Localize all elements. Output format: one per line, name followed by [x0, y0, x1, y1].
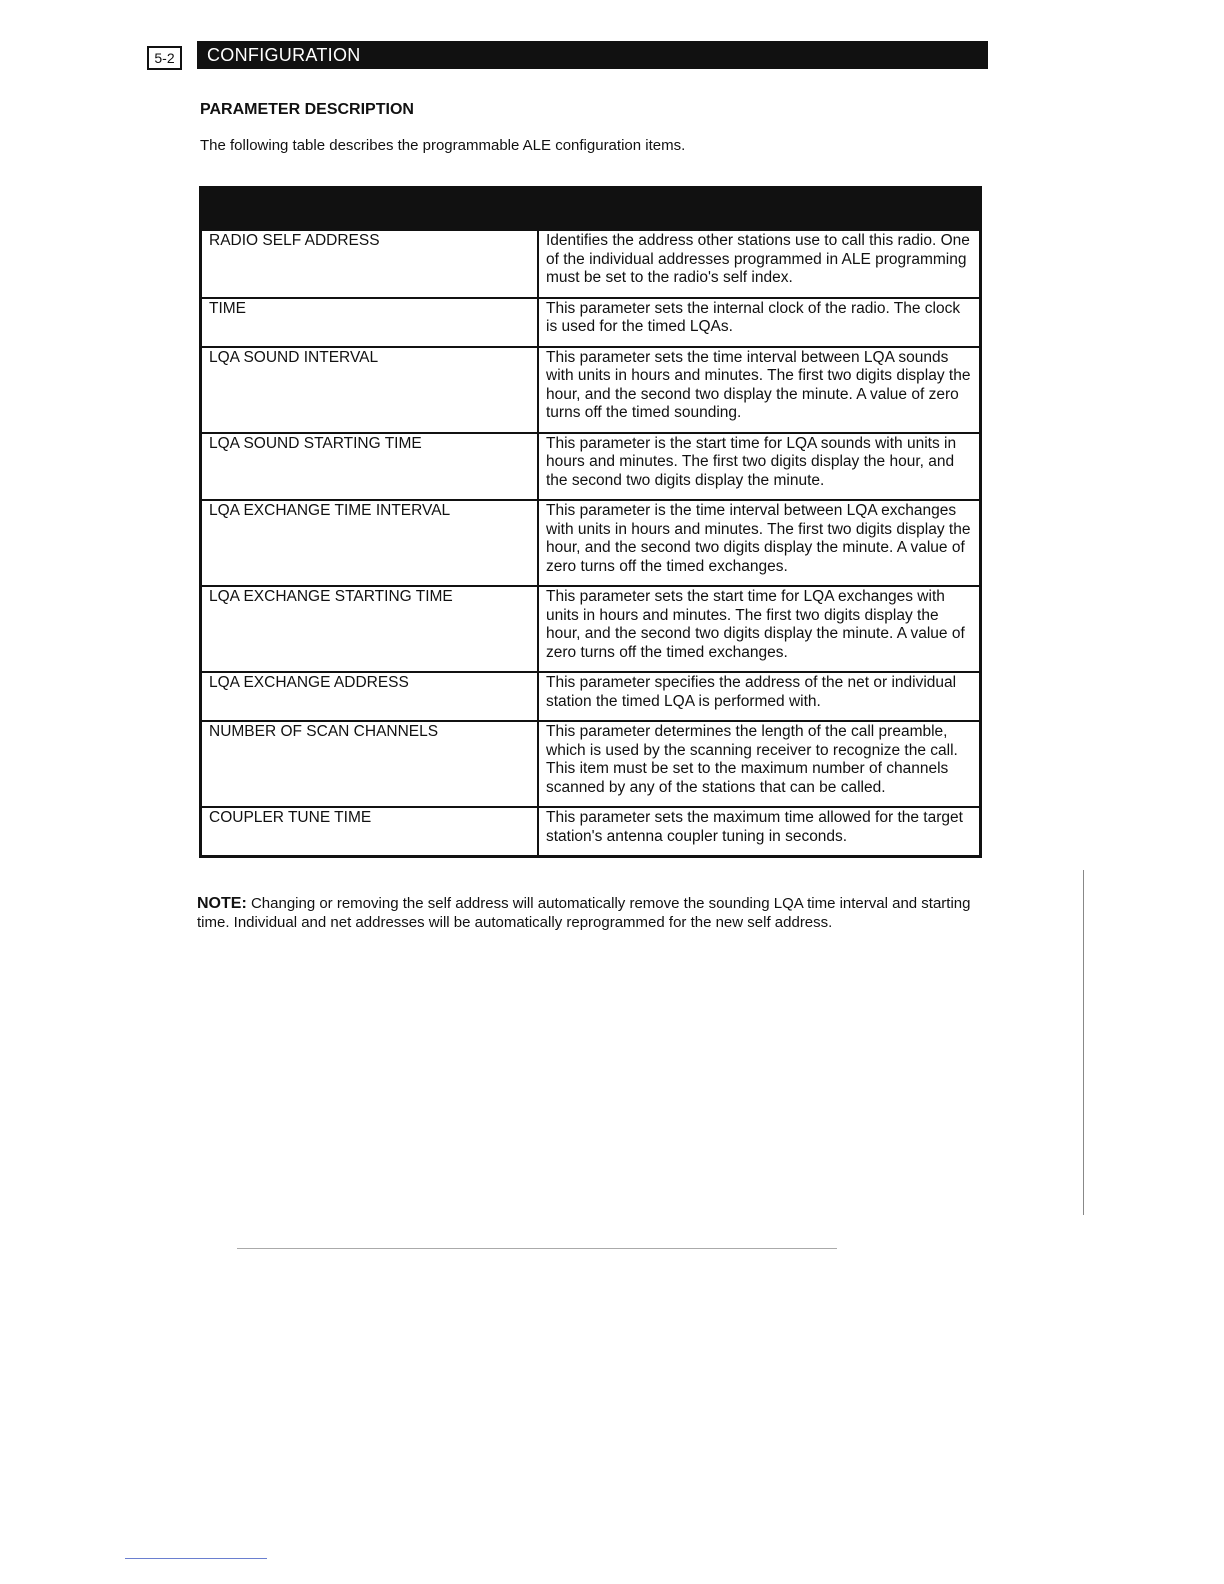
table-row [201, 500, 981, 586]
table-row [201, 230, 981, 298]
scan-edge-line [1083, 870, 1084, 1215]
section-title: CONFIGURATION [207, 45, 361, 65]
note-paragraph [197, 894, 987, 932]
table-row [201, 433, 981, 501]
parameter-description: This parameter sets the time interval between LQA sounds with units in hours and minutes. The first two digits display the hour, and the second two display the minute. A value of zero turns off the timed sounding. [538, 347, 981, 433]
parameter-table [199, 228, 982, 858]
parameter-description: This parameter sets the maximum time allowed for the target station's antenna coupler tuning in seconds. [538, 807, 981, 857]
parameter-name: COUPLER TUNE TIME [201, 807, 539, 857]
parameter-name: TIME [201, 298, 539, 347]
table-row [201, 672, 981, 721]
parameter-description: This parameter sets the start time for LQA exchanges with units in hours and minutes. The first two digits display the hour, and the second two digits display the minute. A value of zero turns off the timed exchanges. [538, 586, 981, 672]
table-row [201, 298, 981, 347]
parameter-name: NUMBER OF SCAN CHANNELS [201, 721, 539, 807]
parameter-name: LQA EXCHANGE ADDRESS [201, 672, 539, 721]
parameter-name: LQA EXCHANGE STARTING TIME [201, 586, 539, 672]
parameter-description: Identifies the address other stations use to call this radio. One of the individual addresses programmed in ALE programming must be set to the radio's self index. [538, 230, 981, 298]
parameter-name: LQA EXCHANGE TIME INTERVAL [201, 500, 539, 586]
parameter-name: RADIO SELF ADDRESS [201, 230, 539, 298]
scan-bottom-line [237, 1248, 837, 1249]
intro-paragraph: The following table describes the programmable ALE configuration items. [200, 137, 686, 154]
page-number-badge: 5-2 [147, 46, 182, 70]
table-row [201, 586, 981, 672]
table-header-bar [199, 186, 982, 228]
table-row [201, 347, 981, 433]
parameter-description: This parameter is the time interval between LQA exchanges with units in hours and minutes. The first two digits display the hour, and the second two digits display the minute. A value of zero turns off the timed exchanges. [538, 500, 981, 586]
parameter-description: This parameter sets the internal clock of the radio. The clock is used for the timed LQAs. [538, 298, 981, 347]
parameter-name: LQA SOUND STARTING TIME [201, 433, 539, 501]
section-header-bar [197, 41, 988, 69]
parameter-description: This parameter specifies the address of the net or individual station the timed LQA is performed with. [538, 672, 981, 721]
scan-bottom-line [125, 1558, 267, 1559]
page-heading: PARAMETER DESCRIPTION [200, 101, 414, 118]
table-row [201, 721, 981, 807]
note-label: NOTE: [197, 895, 247, 912]
note-text: Changing or removing the self address will automatically remove the sounding LQA time interval and starting time. Individual and net addresses will be automatically reprogrammed for the new self address. [197, 895, 971, 931]
parameter-name: LQA SOUND INTERVAL [201, 347, 539, 433]
parameter-description: This parameter determines the length of the call preamble, which is used by the scanning receiver to recognize the call. This item must be set to the maximum number of channels scanned by any of the stations that can be called. [538, 721, 981, 807]
table-row [201, 807, 981, 857]
parameter-description: This parameter is the start time for LQA sounds with units in hours and minutes. The first two digits display the hour, and the second two digits display the minute. [538, 433, 981, 501]
